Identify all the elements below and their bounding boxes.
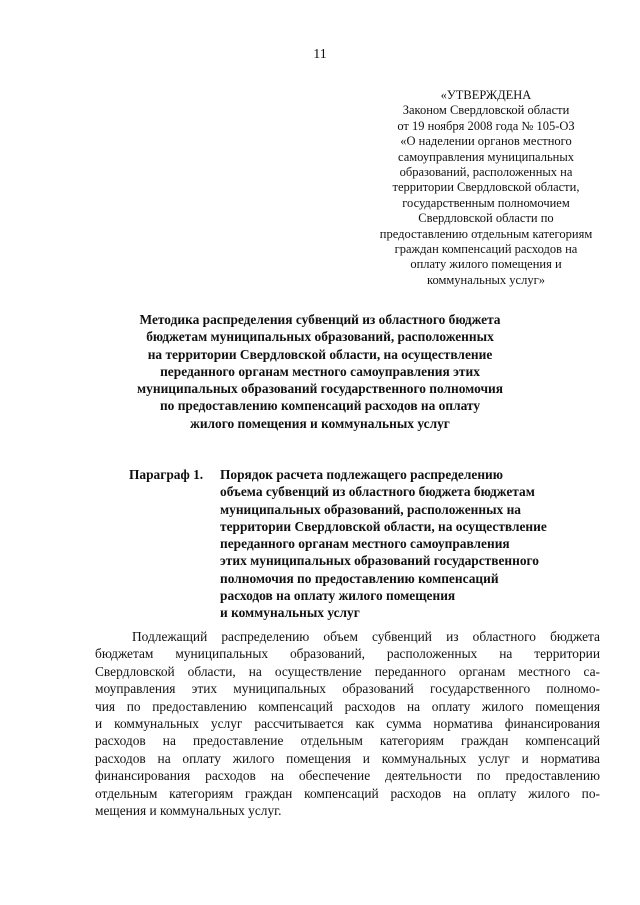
- paragraph-line: Подлежащий распределению объем субвенций из областного бюджета: [132, 629, 600, 644]
- page-number: 11: [313, 47, 327, 62]
- approval-line: оплату жилого помещения и: [410, 257, 562, 272]
- document-title: [100, 311, 540, 432]
- section-heading-line: Порядок расчета подлежащего распределению: [220, 467, 503, 482]
- approval-line: предоставлению отдельным категориям: [379, 226, 593, 241]
- approval-stamp: [366, 88, 606, 288]
- approval-line: самоуправления муниципальных: [398, 149, 574, 164]
- approval-line: «О наделении органов местного: [400, 134, 572, 149]
- body-paragraph: [95, 628, 600, 819]
- paragraph-line: и коммунальных услуг рассчитывается как сумма норматива финансирования: [95, 715, 600, 731]
- paragraph-line: расходов на предоставление отдельным категориям граждан компенсаций: [95, 733, 600, 749]
- section-heading-line: расходов на оплату жилого помещения: [220, 588, 456, 604]
- paragraph-line: Свердловской области, на осуществление переданного органам местного са-: [95, 663, 600, 679]
- paragraph-line: расходов на оплату жилого помещения и коммунальных услуг и норматива: [95, 750, 600, 766]
- paragraph-line: отдельным категориям граждан компенсаций расходов на оплату жилого по-: [95, 785, 600, 801]
- approval-line: граждан компенсаций расходов на: [394, 242, 578, 257]
- paragraph-line: мещения и коммунальных услуг.: [95, 802, 282, 818]
- approval-line: «УТВЕРЖДЕНА: [440, 88, 532, 102]
- title-line: на территории Свердловской области, на осуществление: [147, 346, 493, 362]
- section-heading: [220, 466, 610, 622]
- section-label: Параграф 1.: [129, 467, 204, 482]
- section-heading-line: переданного органам местного самоуправления: [220, 536, 510, 552]
- title-line: переданного органам местного самоуправления этих: [160, 363, 480, 379]
- title-line: бюджетам муниципальных образований, расположенных: [146, 329, 494, 345]
- approval-line: территории Свердловской области,: [392, 180, 580, 195]
- paragraph-line: моуправления этих муниципальных образований государственного полномо-: [95, 681, 600, 697]
- section-heading-line: этих муниципальных образований государственного: [220, 553, 539, 569]
- approval-line: государственным полномочием: [402, 195, 570, 210]
- section-heading-line: муниципальных образований, расположенных на: [220, 501, 521, 517]
- title-line: Методика распределения субвенций из областного бюджета: [139, 312, 501, 327]
- paragraph-line: финансирования расходов на обеспечение деятельности по предоставлению: [95, 768, 600, 784]
- section-heading-line: территории Свердловской области, на осуществление: [220, 518, 547, 534]
- paragraph-line: чия по предоставлению компенсаций расходов на оплату жилого помещения: [95, 698, 600, 714]
- approval-line: от 19 ноября 2008 года № 105-ОЗ: [397, 118, 575, 133]
- title-line: по предоставлению компенсаций расходов на оплату: [159, 398, 481, 414]
- approval-line: Свердловской области по: [418, 211, 554, 226]
- paragraph-line: бюджетам муниципальных образований, расположенных на территории: [95, 646, 600, 662]
- section-heading-line: и коммунальных услуг: [220, 605, 360, 621]
- approval-line: образований, расположенных на: [399, 165, 573, 180]
- approval-line: Законом Свердловской области: [402, 103, 570, 118]
- title-line: жилого помещения и коммунальных услуг: [190, 415, 450, 431]
- approval-line: коммунальных услуг»: [427, 272, 545, 287]
- title-line: муниципальных образований государственного полномочия: [137, 381, 503, 397]
- section-heading-line: объема субвенций из областного бюджета бюджетам: [220, 484, 535, 500]
- section-heading-line: полномочия по предоставлению компенсаций: [220, 570, 499, 586]
